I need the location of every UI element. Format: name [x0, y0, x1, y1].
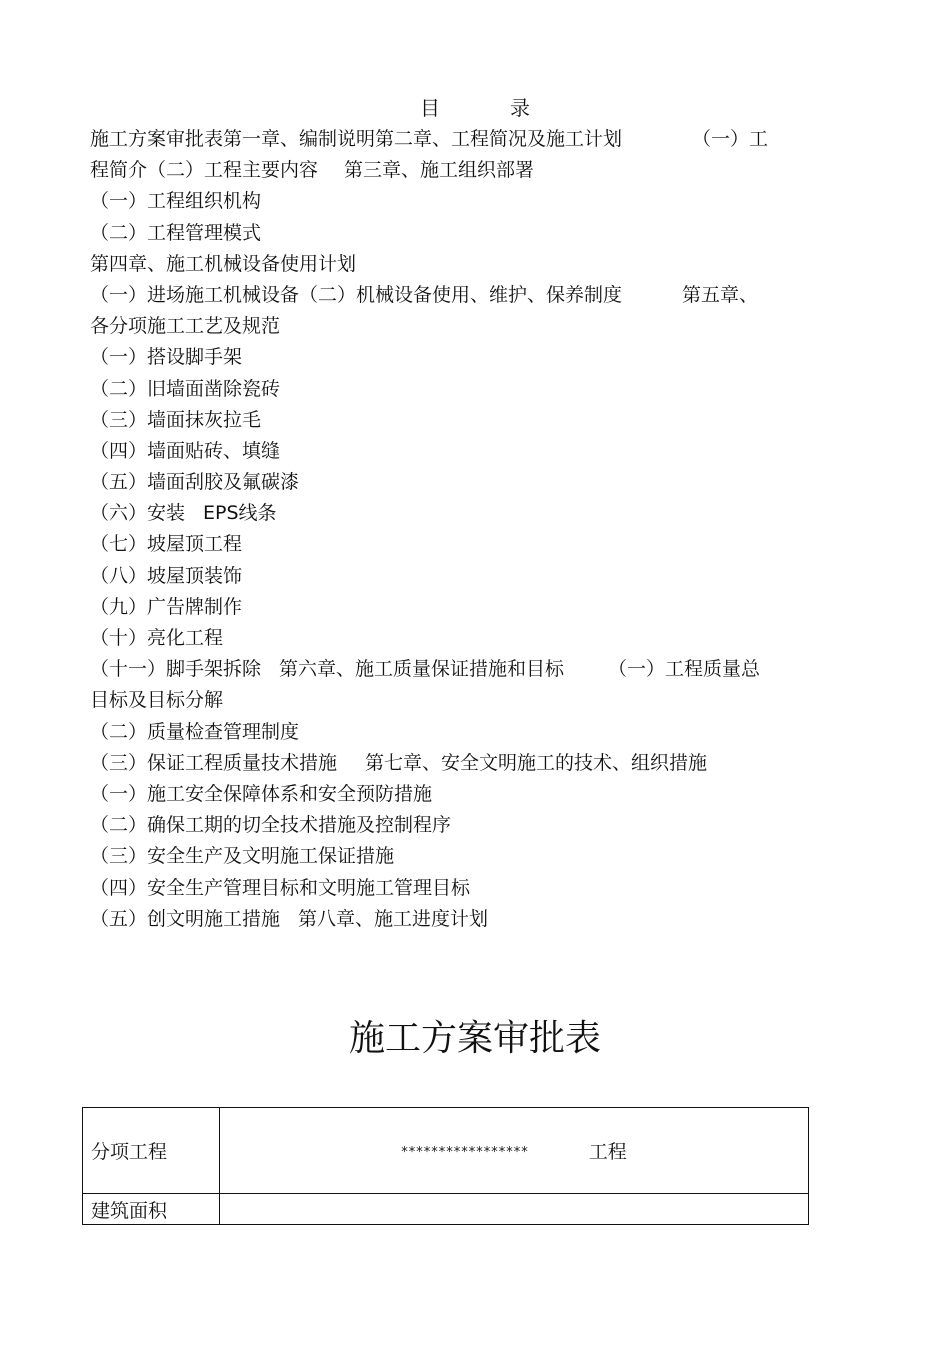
- area-label: 建筑面积: [83, 1194, 220, 1225]
- toc-heading-right: 录: [510, 96, 530, 120]
- approval-table: [82, 1107, 809, 1225]
- toc-line: （五）墙面刮胶及氟碳漆: [90, 471, 300, 494]
- project-suffix: 工程: [588, 1141, 627, 1163]
- project-value: [220, 1108, 809, 1194]
- toc-line: （二）质量检查管理制度: [90, 720, 300, 743]
- table-of-contents: [90, 124, 860, 935]
- toc-line: 程简介（二）工程主要内容 第三章、施工组织部署: [90, 159, 535, 182]
- toc-line: 第四章、施工机械设备使用计划: [90, 252, 357, 275]
- toc-line: （一）工程组织机构: [90, 190, 262, 213]
- area-value: [220, 1194, 809, 1225]
- table-row: [83, 1194, 809, 1225]
- toc-line: （八）坡屋顶装饰: [90, 564, 243, 587]
- toc-line: （十）亮化工程: [90, 627, 224, 649]
- toc-line: （六）安装 EPS线条: [90, 502, 277, 525]
- toc-line: （二）旧墙面凿除瓷砖: [90, 377, 281, 400]
- toc-line: （一）搭设脚手架: [90, 346, 243, 369]
- approval-form-title: 施工方案审批表: [348, 1018, 601, 1059]
- toc-heading: [0, 92, 950, 121]
- toc-line: （七）坡屋顶工程: [90, 533, 243, 556]
- toc-line: 各分项施工工艺及规范: [90, 315, 281, 338]
- table-row: [83, 1108, 809, 1194]
- toc-line: （三）安全生产及文明施工保证措施: [90, 845, 395, 868]
- toc-line: （十一）脚手架拆除 第六章、施工质量保证措施和目标 （一）工程质量总: [90, 658, 761, 681]
- toc-line: （四）墙面贴砖、填缝: [90, 439, 281, 462]
- project-name-mask: *****************: [401, 1145, 529, 1160]
- toc-line: （二）确保工期的切全技术措施及控制程序: [90, 814, 452, 837]
- toc-line: （二）工程管理模式: [90, 221, 262, 244]
- toc-line: 目标及目标分解: [90, 689, 224, 712]
- toc-line: （三）保证工程质量技术措施 第七章、安全文明施工的技术、组织措施: [90, 751, 708, 774]
- toc-line: （九）广告牌制作: [90, 595, 243, 618]
- toc-line: 施工方案审批表第一章、编制说明第二章、工程简况及施工计划 （一）工: [90, 128, 769, 150]
- toc-line: （五）创文明施工措施 第八章、施工进度计划: [90, 907, 489, 930]
- project-label: 分项工程: [83, 1108, 220, 1194]
- toc-line: （四）安全生产管理目标和文明施工管理目标: [90, 876, 471, 899]
- toc-line: （三）墙面抹灰拉毛: [90, 408, 262, 431]
- toc-heading-left: 目: [420, 96, 440, 120]
- toc-line: （一）施工安全保障体系和安全预防措施: [90, 782, 433, 805]
- toc-line: （一）进场施工机械设备（二）机械设备使用、维护、保养制度 第五章、: [90, 283, 759, 306]
